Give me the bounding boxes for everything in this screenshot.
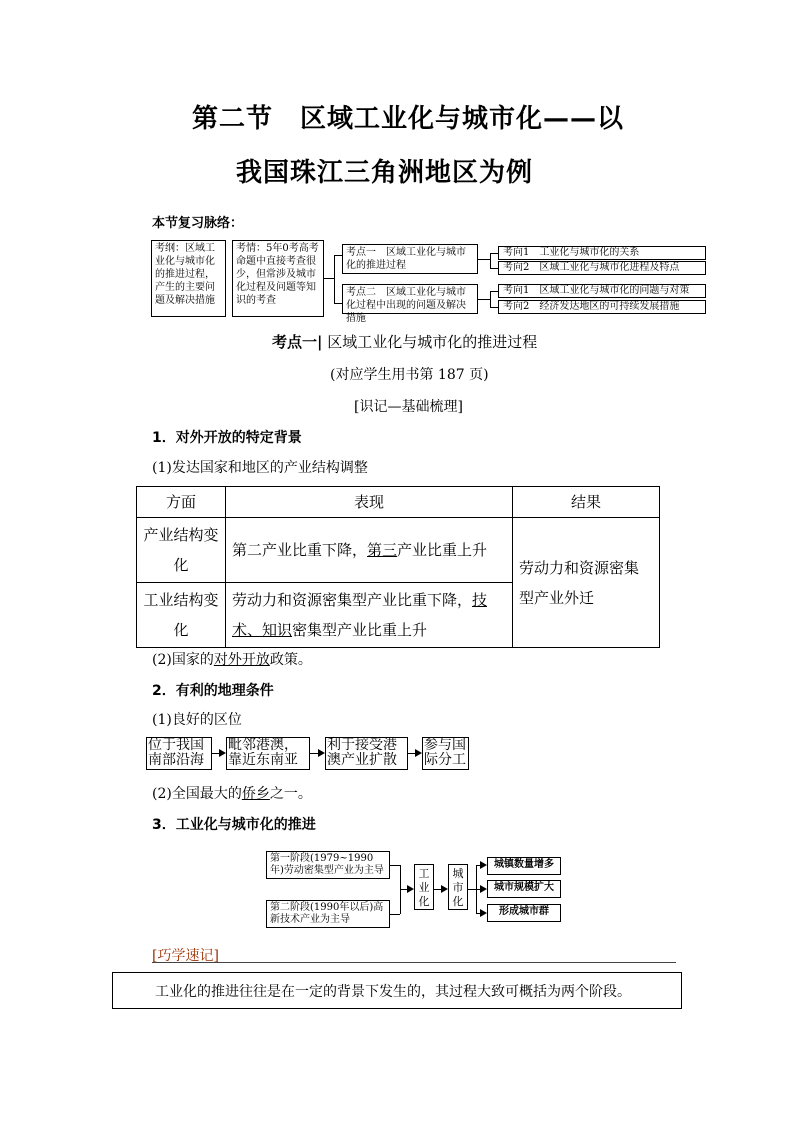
heading-1: 1．对外开放的特定背景 <box>152 430 302 446</box>
outline-kaoqing: 考情：5年0考高考命题中直接考查很少，但常涉及城市化过程及问题等知识的考查 <box>232 240 324 317</box>
structure-table <box>136 486 660 648</box>
heading-2-2: (2)全国最大的侨乡之一。 <box>152 786 312 802</box>
sub-heading: [识记—基础梳理] <box>354 399 463 415</box>
heading-2: 2．有利的地理条件 <box>152 683 274 699</box>
outline-kaogang: 考纲：区域工业化与城市化的推进过程，产生的主要问题及解决措施 <box>151 240 226 317</box>
urbanization-box: 城市化 <box>448 864 468 910</box>
stage-2-box: 第二阶段(1990年以后)高新技术产业为主导 <box>266 900 390 928</box>
outline-direction-2: 考向2 区域工业化与城市化进程及特点 <box>498 261 706 275</box>
outcome-box: 城镇数量增多 <box>487 857 561 875</box>
outline-direction-3: 考向1 区域工业化与城市化的问题与对策 <box>498 284 706 298</box>
outline-direction-1: 考向1 工业化与城市化的关系 <box>498 246 706 260</box>
table-cell-aspect: 工业结构变化 <box>137 583 226 648</box>
flow-box: 利于接受港澳产业扩散 <box>325 737 408 770</box>
table-header: 结果 <box>513 487 660 518</box>
table-header: 表现 <box>226 487 513 518</box>
page-title-line1: 第二节 区域工业化与城市化——以 <box>192 104 625 134</box>
page-title-line2: 我国珠江三角洲地区为例 <box>236 158 534 188</box>
outcome-box: 城市规模扩大 <box>487 880 561 898</box>
industrialization-box: 工业化 <box>414 864 434 910</box>
table-cell-aspect: 产业结构变化 <box>137 518 226 583</box>
outcome-box: 形成城市群 <box>487 904 561 922</box>
heading-3: 3．工业化与城市化的推进 <box>152 817 316 833</box>
flow-box: 毗邻港澳，靠近东南亚 <box>226 737 310 770</box>
section-heading-rest: 区域工业化与城市化的推进过程 <box>327 333 538 351</box>
page-reference: (对应学生用书第 187 页) <box>330 367 489 383</box>
section-heading: 考点一| 区域工业化与城市化的推进过程 <box>272 333 538 351</box>
stage-1-box: 第一阶段(1979~1990年)劳动密集型产业为主导 <box>266 851 390 879</box>
tips-label: [巧学速记] <box>152 948 219 964</box>
section-heading-prefix: 考点一 <box>272 333 318 351</box>
outline-point-2: 考点二 区域工业化与城市化过程中出现的问题及解决措施 <box>342 284 478 314</box>
table-cell-performance: 第二产业比重下降，第三产业比重上升 <box>226 518 513 583</box>
review-label: 本节复习脉络： <box>152 216 244 231</box>
table-header: 方面 <box>137 487 226 518</box>
table-cell-result: 劳动力和资源密集型产业外迁 <box>513 518 660 648</box>
tips-text: 工业化的推进往往是在一定的背景下发生的，其过程大致可概括为两个阶段。 <box>155 984 631 1000</box>
tips-divider <box>152 962 676 963</box>
flow-box: 参与国际分工 <box>422 737 469 770</box>
heading-1-2: (2)国家的对外开放政策。 <box>152 652 312 668</box>
table-cell-performance: 劳动力和资源密集型产业比重下降，技术、知识密集型产业比重上升 <box>226 583 513 648</box>
outline-direction-4: 考向2 经济发达地区的可持续发展措施 <box>498 300 706 314</box>
heading-1-1: (1)发达国家和地区的产业结构调整 <box>152 460 368 476</box>
tips-box <box>112 972 682 1009</box>
outline-point-1: 考点一 区域工业化与城市化的推进过程 <box>342 244 478 274</box>
heading-2-1: (1)良好的区位 <box>152 712 242 728</box>
flow-box: 位于我国南部沿海 <box>146 737 212 770</box>
